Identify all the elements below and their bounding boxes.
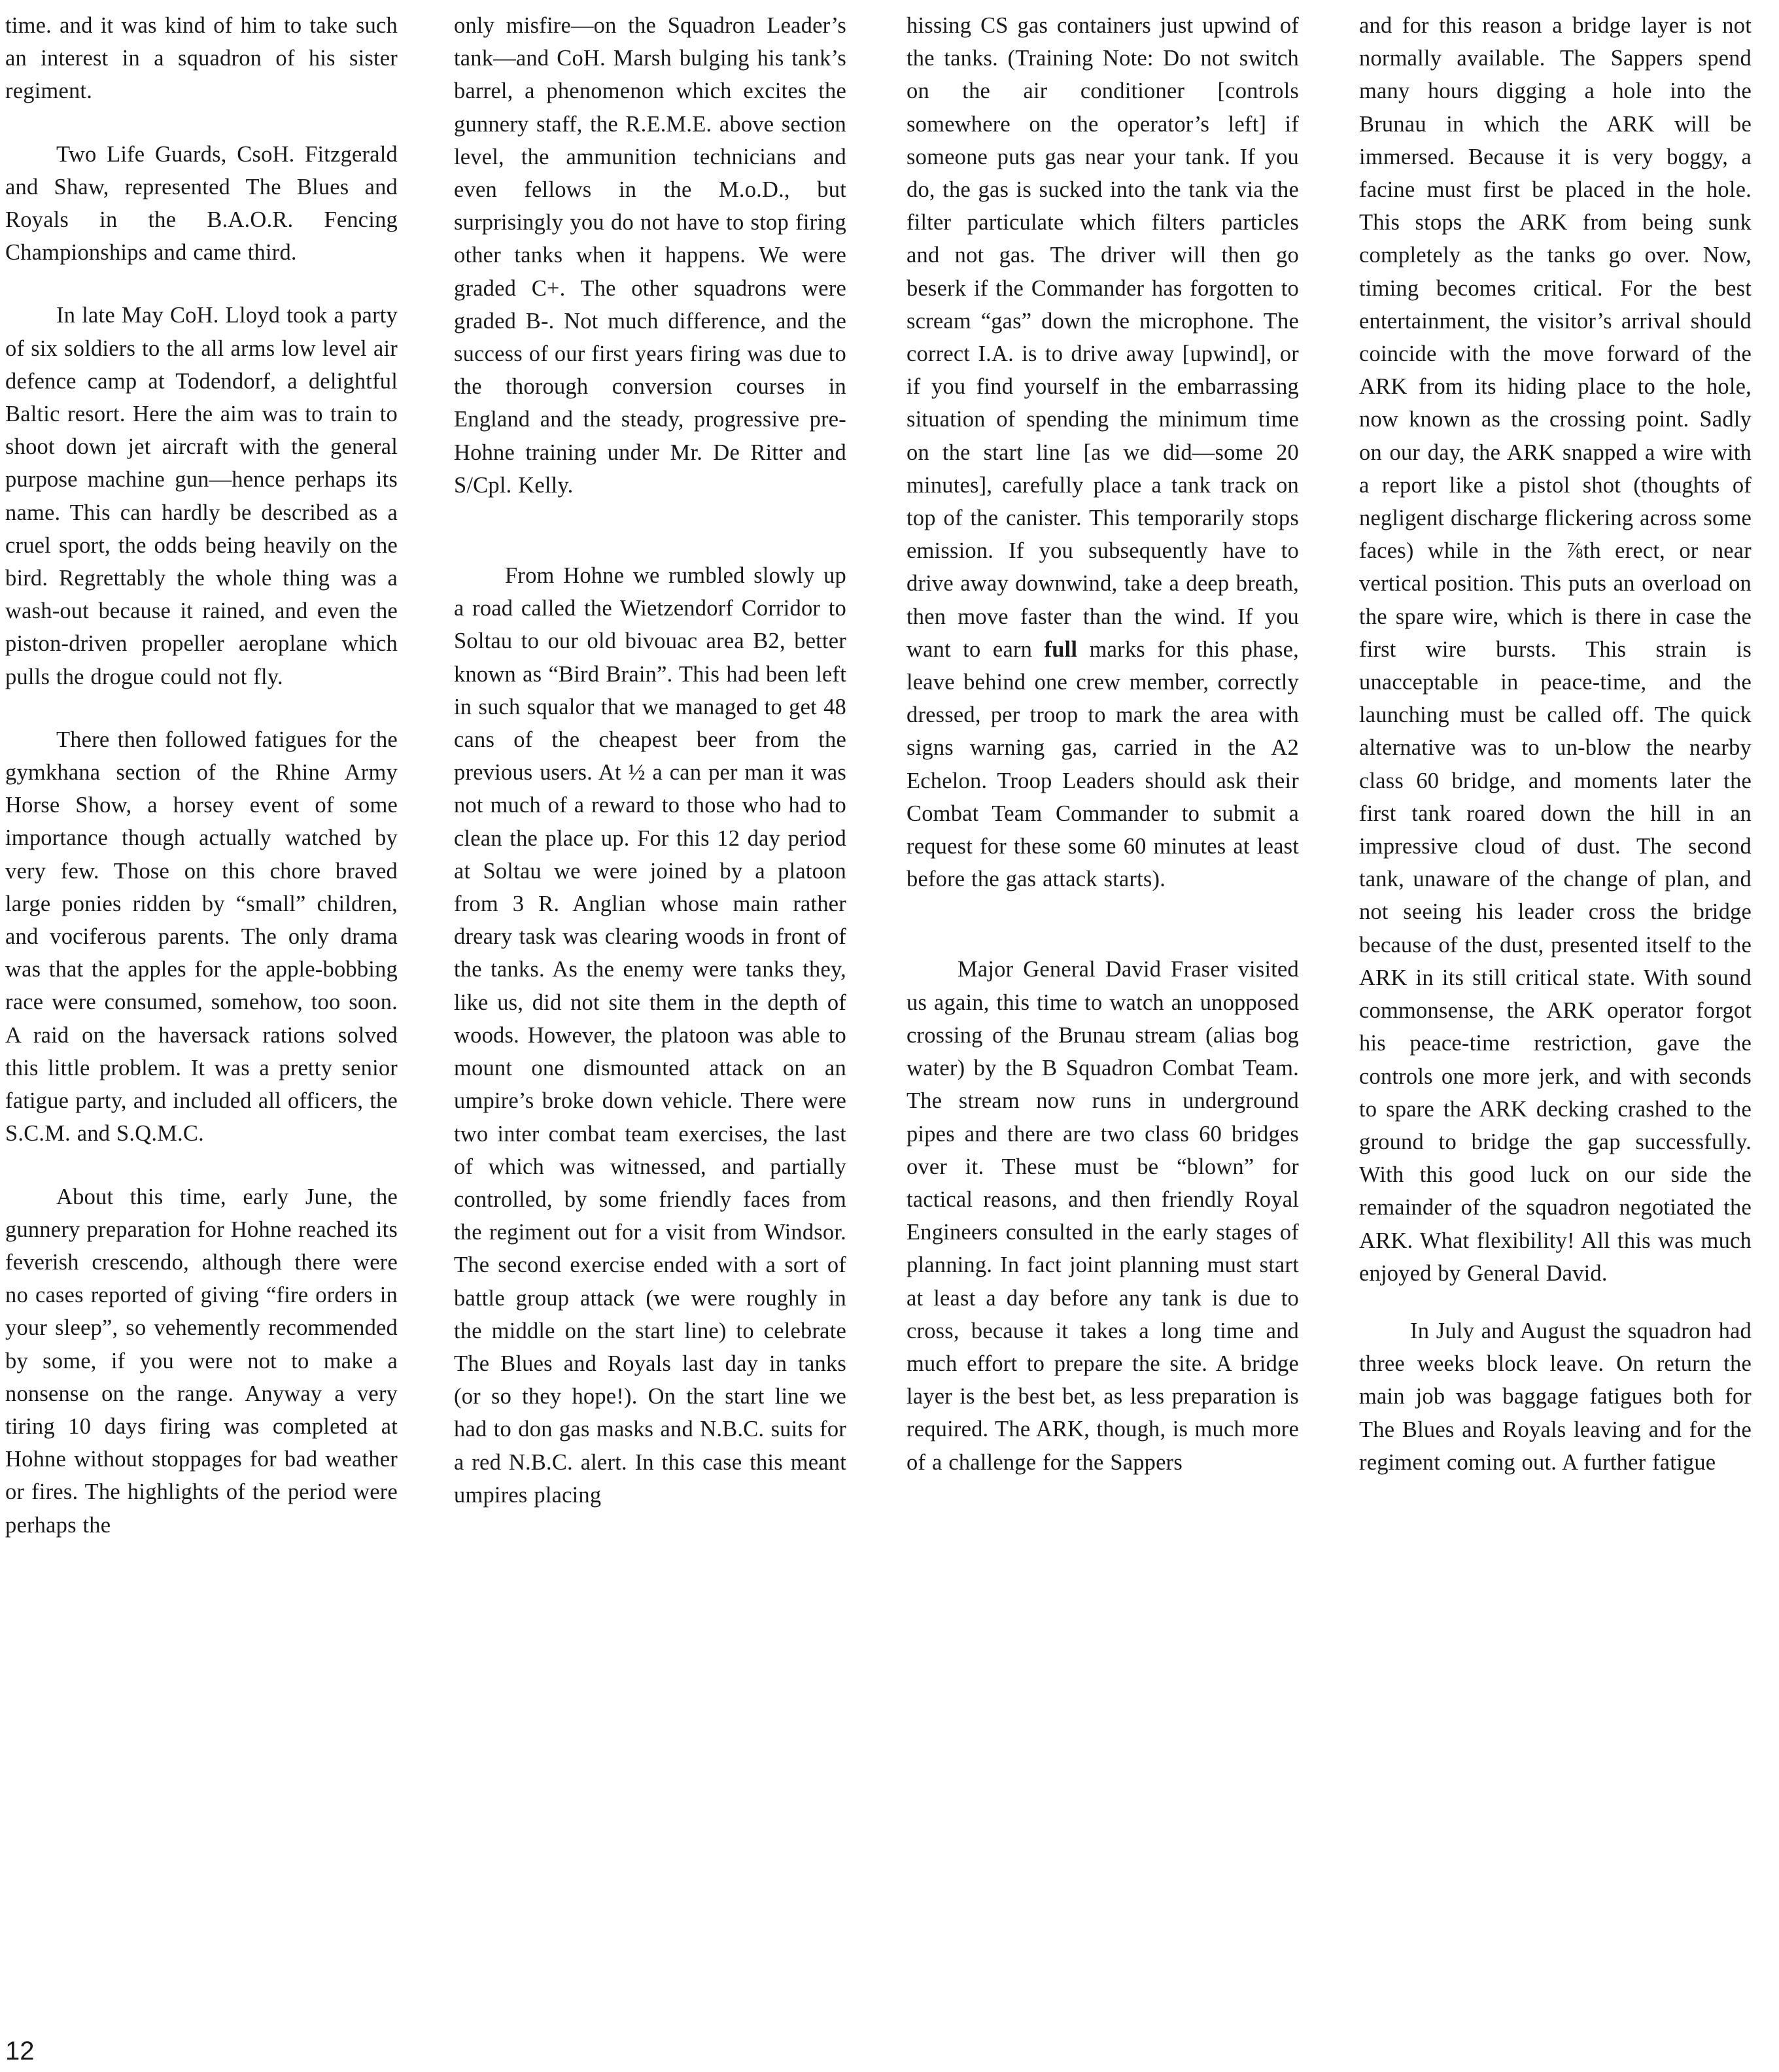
paragraph: time. and it was kind of him to take such an interest in a squadron of his sister regiment. — [5, 13, 398, 104]
paragraph: There then followed fatigues for the gymkhana section of the Rhine Army Horse Show, a horsey event of some importance though actually watched by very few. Those on this chore braved large ponies ridden by “small” children, and vociferous parents. The only drama was that the apples for the apple-bobbing race were consumed, somehow, too soon. A raid on the haversack rations solved this little problem. It was a pretty senior fatigue party, and included all officers, the S.C.M. and S.Q.M.C. — [5, 727, 398, 1147]
paragraph: About this time, early June, the gunnery preparation for Hohne reached its feverish crescendo, although there were no cases reported of giving “fire orders in your sleep”, so vehemently recommended by some, if you were not to make a nonsense on the range. Anyway a very tiring 10 days firing was completed at Hohne without stoppages for bad weather or fires. The highlights of the period were perhaps the — [5, 1184, 398, 1538]
paragraph: only misfire—on the Squadron Leader’s tank—and CoH. Marsh bulging his tank’s barrel, a phenomenon which excites the gunnery staff, the R.E.M.E. above section level, the ammunition technicians and even fellows in the M.o.D., but surprisingly you do not have to stop firing other tanks when it happens. We were graded C+. The other squadrons were graded B-. Not much difference, and the success of our first years firing was due to the thorough conversion courses in England and the steady, progressive pre-Hohne training under Mr. De Ritter and S/Cpl. Kelly. — [454, 13, 846, 498]
paragraph: Two Life Guards, CsoH. Fitzgerald and Shaw, represented The Blues and Royals in the B.A.O.R. Fencing Championships and came third. — [5, 141, 398, 266]
bold-emphasis: full — [1044, 636, 1078, 662]
paragraph-text: marks for this phase, leave behind one crew member, correctly dressed, per troop to mark the area with signs warning gas, carried in the A2 Echelon. Troop Leaders should ask their Combat Team Commander to submit a request for these some 60 minutes at least before the gas attack starts). — [907, 636, 1299, 892]
paragraph: In late May CoH. Lloyd took a party of six soldiers to the all arms low level air defence camp at Todendorf, a delightful Baltic resort. Here the aim was to train to shoot down jet aircraft with the general purpose machine gun—hence perhaps its name. This can hardly be described as a cruel sport, the odds being heavily on the bird. Regrettably the whole thing was a wash-out because it rained, and even the piston-driven propeller aeroplane which pulls the drogue could not fly. — [5, 303, 398, 689]
paragraph-text: hissing CS gas containers just upwind of the tanks. (Training Note: Do not switch on the air conditioner [controls somewhere on the operator’s left] if someone puts gas near your tank. If you do, the gas is sucked into the tank via the filter particulate which filters particles and not gas. The driver will then go beserk if the Commander has forgotten to scream “gas” down the microphone. The correct I.A. is to drive away [upwind], or if you find yourself in the embarrassing situation of spending the minimum time on the start line [as we did—some 20 minutes], carefully place a tank track on top of the canister. This temporarily stops emission. If you subsequently have to drive away downwind, take a deep breath, then move faster than the wind. If you want to earn — [907, 13, 1299, 662]
paragraph: From Hohne we rumbled slowly up a road called the Wietzendorf Corridor to Soltau to our old bivouac area B2, better known as “Bird Brain”. This had been left in such squalor that we managed to get 48 cans of the cheapest beer from the previous users. At ½ a can per man it was not much of a reward to those who had to clean the place up. For this 12 day period at Soltau we were joined by a platoon from 3 R. Anglian whose main rather dreary task was clearing woods in front of the tanks. As the enemy were tanks they, like us, did not site them in the depth of woods. However, the platoon was able to mount one dismounted attack on an umpire’s broke down vehicle. There were two inter combat team exercises, the last of which was witnessed, and partially controlled, by some friendly faces from the regiment out for a visit from Windsor. The second exercise ended with a sort of battle group attack (we were roughly in the middle on the start line) to celebrate The Blues and Royals last day in tanks (or so they hope!). On the start line we had to don gas masks and N.B.C. suits for a red N.B.C. alert. In this case this meant umpires placing — [454, 563, 846, 1508]
paragraph: and for this reason a bridge layer is not normally available. The Sappers spend many hours digging a hole into the Brunau in which the ARK will be immersed. Because it is very boggy, a facine must first be placed in the hole. This stops the ARK from being sunk completely as the tanks go over. Now, timing becomes critical. For the best entertainment, the visitor’s arrival should coincide with the move forward of the ARK from its hiding place to the hole, now known as the crossing point. Sadly on our day, the ARK snapped a wire with a report like a pistol shot (thoughts of negligent discharge flickering across some faces) while in the ⅞th erect, or near vertical position. This puts an overload on the spare wire, which is there in case the first wire bursts. This strain is unacceptable in peace-time, and the launching must be called off. The quick alternative was to un-blow the nearby class 60 bridge, and moments later the first tank roared down the hill in an impressive cloud of dust. The second tank, unaware of the change of plan, and not seeing his leader cross the bridge because of the dust, presented itself to the ARK in its still critical state. With sound commonsense, the ARK operator forgot his peace-time restriction, gave the controls one more jerk, and with seconds to spare the ARK decking crashed to the ground to bridge the gap successfully. With this good luck on our side the remainder of the squadron negotiated the ARK. What flexibility! All this was much enjoyed by General David. — [1359, 13, 1752, 1286]
paragraph — [907, 9, 1299, 895]
text-column-2 — [454, 9, 846, 1511]
text-column-1 — [5, 9, 398, 1542]
paragraph: In July and August the squadron had three weeks block leave. On return the main job was baggage fatigues both for The Blues and Royals leaving and for the regiment coming out. A further fatigue — [1359, 1318, 1752, 1475]
paragraph: Major General David Fraser visited us again, this time to watch an unopposed crossing of the Brunau stream (alias bog water) by the B Squadron Combat Team. The stream now runs in underground pipes and there are two class 60 bridges over it. These must be “blown” for tactical reasons, and then friendly Royal Engineers consulted in the early stages of planning. In fact joint planning must start at least a day before any tank is due to cross, because it takes a long time and much effort to prepare the site. A bridge layer is the best bet, as less preparation is required. The ARK, though, is much more of a challenge for the Sappers — [907, 957, 1299, 1475]
page-number: 12 — [5, 2037, 35, 2065]
text-column-3 — [907, 9, 1299, 1479]
text-column-4 — [1359, 9, 1752, 1479]
